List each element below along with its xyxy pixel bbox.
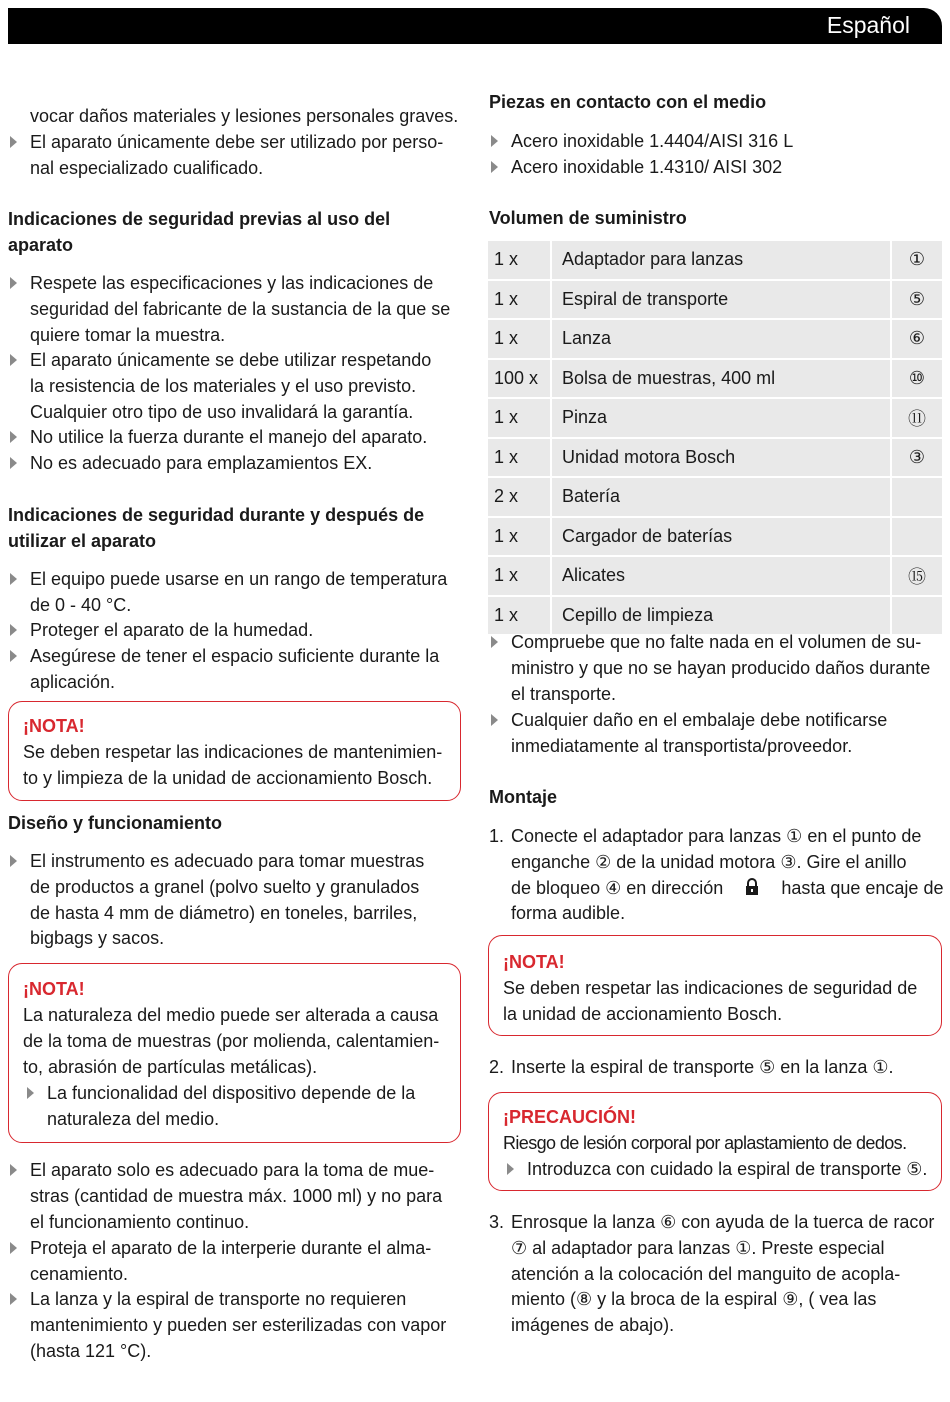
list-item: No utilice la fuerza durante el manejo del aparato. (8, 425, 427, 451)
step-1: 1. Conecte el adaptador para lanzas ① en el punto de enganche ② de la unidad motora ③. Gire el anillo de bloqueo ④ en dirección hasta que encaje de forma audible. (489, 826, 944, 924)
list-item: Compruebe que no falte nada en el volumen de su- ministro y que no se hayan producido daños durante el transporte. (489, 630, 930, 707)
bullet-arrow-icon (27, 1087, 34, 1099)
list-item: El aparato únicamente debe ser utilizado por perso- nal especializado cualificado. (8, 130, 443, 182)
list-item: La funcionalidad del dispositivo depende de la naturaleza del medio. (25, 1081, 415, 1133)
table-row: 1 x Unidad motora Bosch ③ (488, 438, 942, 478)
table-row: 1 x Pinza ⑪ (488, 398, 942, 438)
list-item: El equipo puede usarse en un rango de temperatura de 0 - 40 °C. (8, 567, 447, 619)
step-2: 2. Inserte la espiral de transporte ⑤ en la lanza ①. (489, 1057, 894, 1077)
bullet-arrow-icon (491, 161, 498, 173)
bullet-arrow-icon (10, 573, 17, 585)
list-item: Proteger el aparato de la humedad. (8, 618, 313, 644)
note-box (8, 701, 461, 801)
list-item: Acero inoxidable 1.4404/AISI 316 L (489, 129, 793, 155)
bullet-arrow-icon (10, 1293, 17, 1305)
bullet-arrow-icon (10, 277, 17, 289)
list-item: No es adecuado para emplazamientos EX. (8, 451, 372, 477)
list-item: Respete las especificaciones y las indicaciones de seguridad del fabricante de la sustancia de la que se quiere tomar la muestra. (8, 271, 450, 348)
bullet-arrow-icon (10, 650, 17, 662)
bullet-arrow-icon (10, 354, 17, 366)
list-item: El instrumento es adecuado para tomar muestras de productos a granel (polvo suelto y granulados de hasta 4 mm de diámetro) en toneles, barriles, bigbags y sacos. (8, 849, 424, 952)
list-item: El aparato únicamente se debe utilizar respetando la resistencia de los materiales y el uso previsto. Cualquier otro tipo de uso invalidará la garantía. (8, 348, 431, 425)
list-item: El aparato solo es adecuado para la toma de mue- stras (cantidad de muestra máx. 1000 ml) y no para el funcionamiento continuo. (8, 1158, 442, 1235)
bullet-arrow-icon (10, 1242, 17, 1254)
note-title: ¡NOTA! (503, 952, 565, 972)
table-row: 1 x Espiral de transporte ⑤ (488, 280, 942, 320)
list-item: La lanza y la espiral de transporte no requieren mantenimiento y pueden ser esterilizadas con vapor (hasta 121 °C). (8, 1287, 446, 1364)
table-row: 1 x Adaptador para lanzas ① (488, 241, 942, 280)
section-heading: Diseño y funcionamiento (8, 813, 223, 833)
table-row: 1 x Cepillo de limpieza (488, 596, 942, 636)
bullet-arrow-icon (10, 136, 17, 148)
note-title: ¡NOTA! (23, 979, 85, 999)
bullet-arrow-icon (10, 855, 17, 867)
list-item: Acero inoxidable 1.4310/ AISI 302 (489, 155, 782, 181)
bullet-arrow-icon (10, 624, 17, 636)
caution-title: ¡PRECAUCIÓN! (503, 1107, 636, 1127)
list-item: Cualquier daño en el embalaje debe notificarse inmediatamente al transportista/proveedor. (489, 708, 887, 760)
note-box (8, 963, 461, 1143)
caution-box (488, 1092, 942, 1191)
header-bar (8, 8, 942, 44)
caution-text: Riesgo de lesión corporal por aplastamiento de dedos. (503, 1133, 907, 1153)
table-row: 1 x Cargador de baterías (488, 517, 942, 557)
bullet-arrow-icon (491, 135, 498, 147)
step-3: 3. Enrosque la lanza ⑥ con ayuda de la tuerca de racor ⑦ al adaptador para lanzas ①. Preste especial atención a la colocación del manguito de acopla- miento (⑧ y la broca de la espiral ⑨, ( vea las imágenes de abajo). (489, 1212, 935, 1336)
lock-icon (745, 878, 759, 896)
list-item: Proteja el aparato de la interperie durante el alma- cenamiento. (8, 1236, 431, 1288)
bullet-arrow-icon (10, 1164, 17, 1176)
bullet-arrow-icon (491, 636, 498, 648)
table-row: 1 x Lanza ⑥ (488, 319, 942, 359)
bullet-arrow-icon (491, 714, 498, 726)
supply-table (488, 241, 942, 636)
section-heading: Indicaciones de seguridad durante y después de utilizar el aparato (8, 505, 425, 551)
bullet-arrow-icon (507, 1163, 514, 1175)
bullet-arrow-icon (10, 431, 17, 443)
table-row: 100 x Bolsa de muestras, 400 ml ⑩ (488, 359, 942, 399)
section-heading: Indicaciones de seguridad previas al uso del aparato (8, 209, 391, 255)
note-box (488, 935, 942, 1036)
language-label: Español (826, 12, 910, 38)
table-row: 1 x Alicates ⑮ (488, 556, 942, 596)
note-title: ¡NOTA! (23, 716, 85, 736)
section-heading: Piezas en contacto con el medio (489, 92, 767, 112)
intro-continuation: vocar daños materiales y lesiones personales graves. (30, 106, 459, 126)
note-text: Se deben respetar las indicaciones de seguridad de la unidad de accionamiento Bosch. (503, 978, 918, 1024)
list-item: Asegúrese de tener el espacio suficiente durante la aplicación. (8, 644, 439, 696)
list-item: Introduzca con cuidado la espiral de transporte ⑤. (505, 1157, 927, 1183)
note-text: La naturaleza del medio puede ser alterada a causa de la toma de muestras (por molienda, calentamien- to, abrasión de partículas metálicas). (23, 1005, 440, 1077)
bullet-arrow-icon (10, 457, 17, 469)
table-row: 2 x Batería (488, 477, 942, 517)
note-text: Se deben respetar las indicaciones de mantenimien- to y limpieza de la unidad de accionamiento Bosch. (23, 742, 443, 788)
section-heading: Volumen de suministro (489, 208, 687, 228)
section-heading: Montaje (489, 787, 558, 807)
